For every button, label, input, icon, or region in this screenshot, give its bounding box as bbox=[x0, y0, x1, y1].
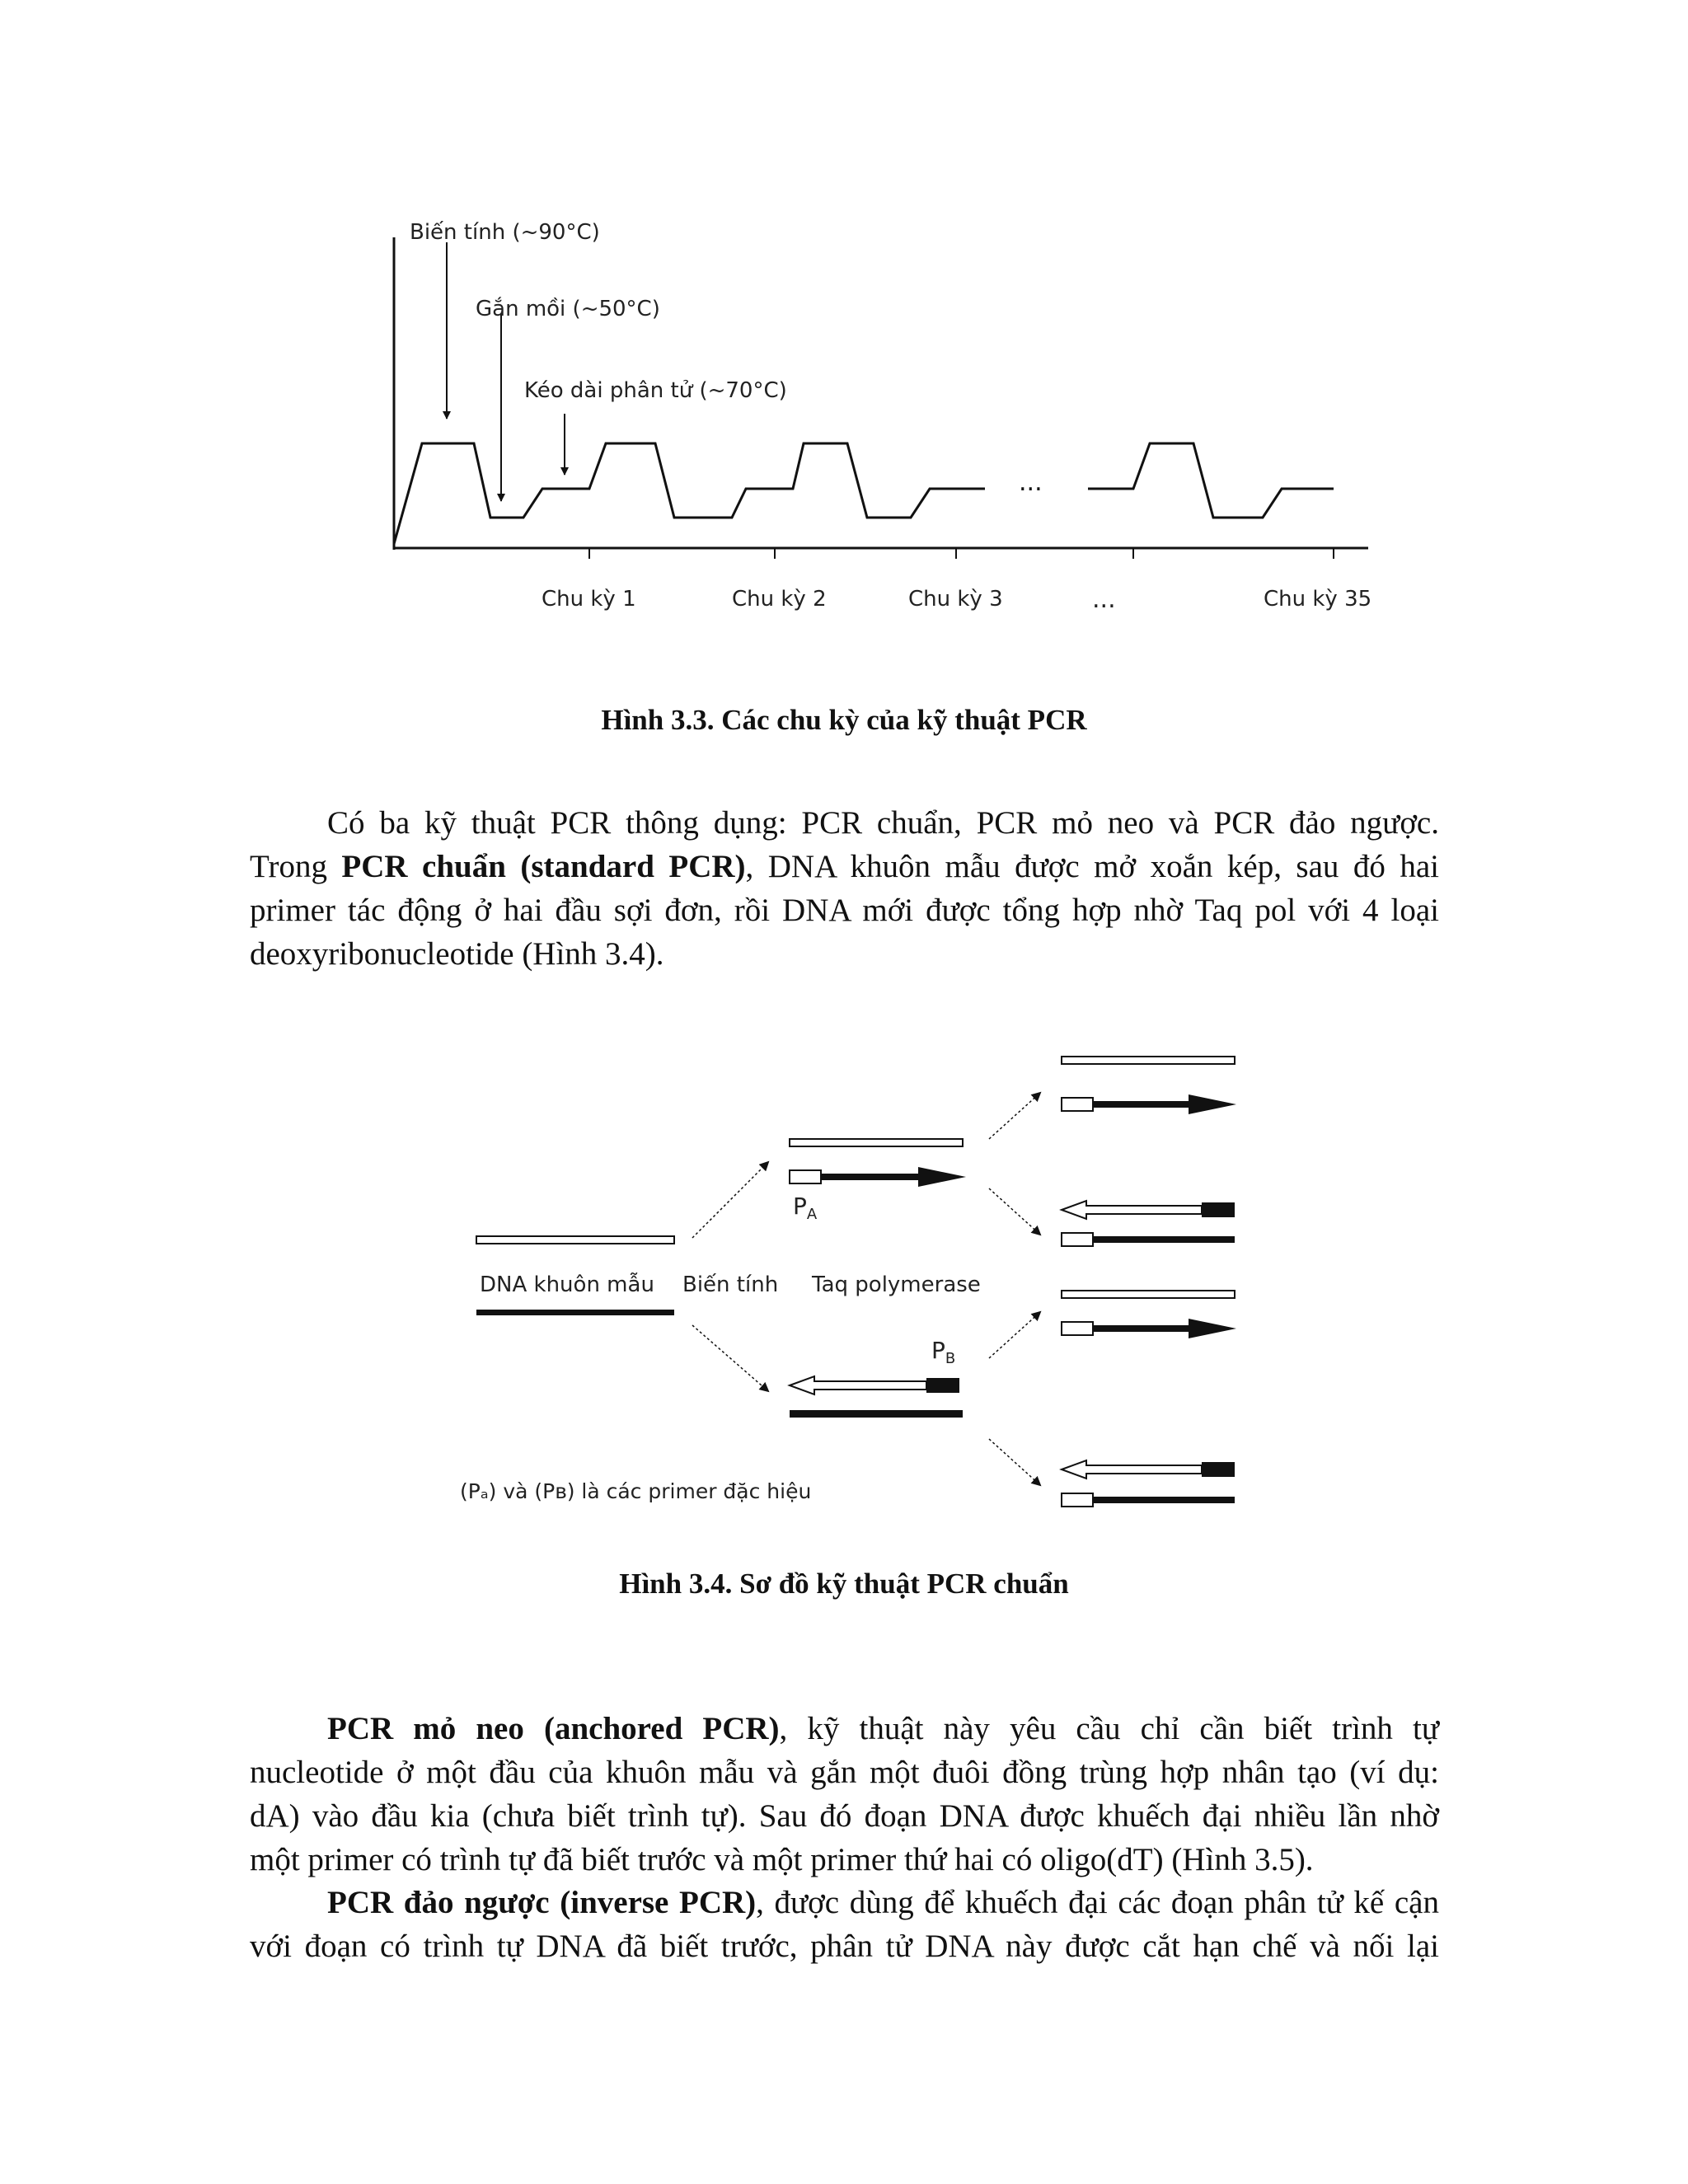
product-new-strand bbox=[1093, 1497, 1235, 1503]
primer-pa bbox=[790, 1170, 821, 1183]
product-reverse-arrow bbox=[1062, 1201, 1202, 1219]
arrow-product-3 bbox=[989, 1312, 1040, 1358]
text-run: Trong bbox=[250, 849, 342, 884]
standard-pcr-diagram bbox=[445, 1047, 1269, 1516]
cycle-gap-mark: ... bbox=[1092, 585, 1116, 614]
arrow-denature-up bbox=[692, 1162, 768, 1238]
label-denature: Biến tính (~90°C) bbox=[410, 220, 600, 245]
figure-caption-3-4: Hình 3.4. Sơ đồ kỹ thuật PCR chuẩn bbox=[619, 1568, 1069, 1600]
product-primer bbox=[1202, 1202, 1235, 1217]
label-denature: Biến tính bbox=[682, 1272, 779, 1297]
product-strand bbox=[1062, 1291, 1235, 1298]
arrow-product-4 bbox=[989, 1439, 1040, 1485]
cycle-label: Chu kỳ 3 bbox=[908, 587, 1003, 612]
paragraph-line: với đoạn có trình tự DNA đã biết trước, phân tử DNA này được cắt hạn chế và nối lại bbox=[250, 1929, 1439, 1964]
temperature-profile-last bbox=[1088, 443, 1334, 518]
new-strand bbox=[821, 1174, 920, 1180]
label-template: DNA khuôn mẫu bbox=[480, 1272, 654, 1297]
gap-mark: ... bbox=[1019, 468, 1043, 497]
reverse-extension-arrow bbox=[790, 1376, 926, 1394]
paragraph-line bbox=[250, 1881, 1439, 1924]
label-anneal: Gắn mồi (~50°C) bbox=[476, 297, 660, 321]
paragraph-intro bbox=[250, 801, 1439, 976]
paragraph-line bbox=[250, 1707, 1439, 1750]
template-strand-bottom bbox=[476, 1310, 674, 1315]
arrow-product-2 bbox=[989, 1188, 1040, 1235]
figure-pcr-cycles bbox=[363, 206, 1385, 635]
text-run: , được dùng để khuếch đại các đoạn phân tử kế cận bbox=[756, 1885, 1439, 1920]
extension-arrowhead bbox=[918, 1167, 966, 1187]
product-new-strand bbox=[1093, 1101, 1190, 1108]
label-pa: $P_A$ bbox=[793, 1193, 818, 1223]
paragraph-line: dA) vào đầu kia (chưa biết trình tự). Sau đó đoạn DNA được khuếch đại nhiều lần nhờ bbox=[250, 1798, 1439, 1834]
arrow-denature-down bbox=[692, 1325, 768, 1391]
paragraph-line: một primer có trình tự đã biết trước và một primer thứ hai có oligo(dT) (Hình 3.5). bbox=[250, 1842, 1314, 1877]
temperature-profile bbox=[394, 443, 985, 544]
bold-term: PCR đảo ngược (inverse PCR) bbox=[327, 1885, 757, 1920]
product-primer bbox=[1202, 1462, 1235, 1477]
primer-note: (Pₐ) và (Pʙ) là các primer đặc hiệu bbox=[460, 1479, 812, 1503]
product-primer bbox=[1062, 1493, 1093, 1507]
product-new-strand bbox=[1093, 1325, 1190, 1332]
template-strand-top bbox=[476, 1236, 674, 1244]
label-taq-polymerase: Taq polymerase bbox=[812, 1272, 981, 1297]
product-strand bbox=[1062, 1057, 1235, 1064]
bold-term: PCR mỏ neo (anchored PCR) bbox=[327, 1711, 780, 1746]
figure-caption-3-3: Hình 3.3. Các chu kỳ của kỹ thuật PCR bbox=[601, 704, 1087, 736]
cycle-label: Chu kỳ 2 bbox=[732, 587, 827, 612]
paragraph-line: primer tác động ở hai đầu sợi đơn, rồi DNA mới được tổng hợp nhờ Taq pol với 4 loại bbox=[250, 893, 1439, 928]
text-run: , DNA khuôn mẫu được mở xoắn kép, sau đó hai bbox=[745, 849, 1439, 884]
paragraph-line: nucleotide ở một đầu của khuôn mẫu và gắn một đuôi đồng trùng hợp nhân tạo (ví dụ: bbox=[250, 1755, 1439, 1790]
paragraph-inverse-pcr bbox=[250, 1881, 1439, 1968]
primer-pb bbox=[926, 1378, 959, 1393]
product-primer bbox=[1062, 1098, 1093, 1111]
cycle-label: Chu kỳ 1 bbox=[542, 587, 636, 612]
product-arrowhead bbox=[1189, 1319, 1236, 1338]
product-arrowhead bbox=[1189, 1094, 1236, 1114]
paragraph-line bbox=[250, 845, 1439, 888]
bold-term: PCR chuẩn (standard PCR) bbox=[341, 849, 746, 884]
paragraph-line: Có ba kỹ thuật PCR thông dụng: PCR chuẩn, PCR mỏ neo và PCR đảo ngược. bbox=[327, 805, 1439, 841]
text-run: , kỹ thuật này yêu cầu chỉ cần biết trình tự bbox=[779, 1711, 1439, 1746]
paragraph-anchored-pcr bbox=[250, 1707, 1439, 1882]
single-strand-bottom bbox=[790, 1410, 963, 1418]
cycle-label: Chu kỳ 35 bbox=[1264, 587, 1372, 612]
product-reverse-arrow bbox=[1062, 1460, 1202, 1479]
label-pb: $P_B$ bbox=[931, 1337, 956, 1367]
arrow-product-1 bbox=[989, 1093, 1040, 1139]
single-strand-top bbox=[790, 1139, 963, 1146]
product-primer bbox=[1062, 1322, 1093, 1335]
pcr-cycle-diagram bbox=[363, 206, 1385, 635]
product-new-strand bbox=[1093, 1236, 1235, 1243]
paragraph-line: deoxyribonucleotide (Hình 3.4). bbox=[250, 936, 664, 972]
figure-standard-pcr bbox=[445, 1047, 1269, 1516]
product-primer bbox=[1062, 1233, 1093, 1246]
label-extend: Kéo dài phân tử (~70°C) bbox=[524, 378, 787, 403]
